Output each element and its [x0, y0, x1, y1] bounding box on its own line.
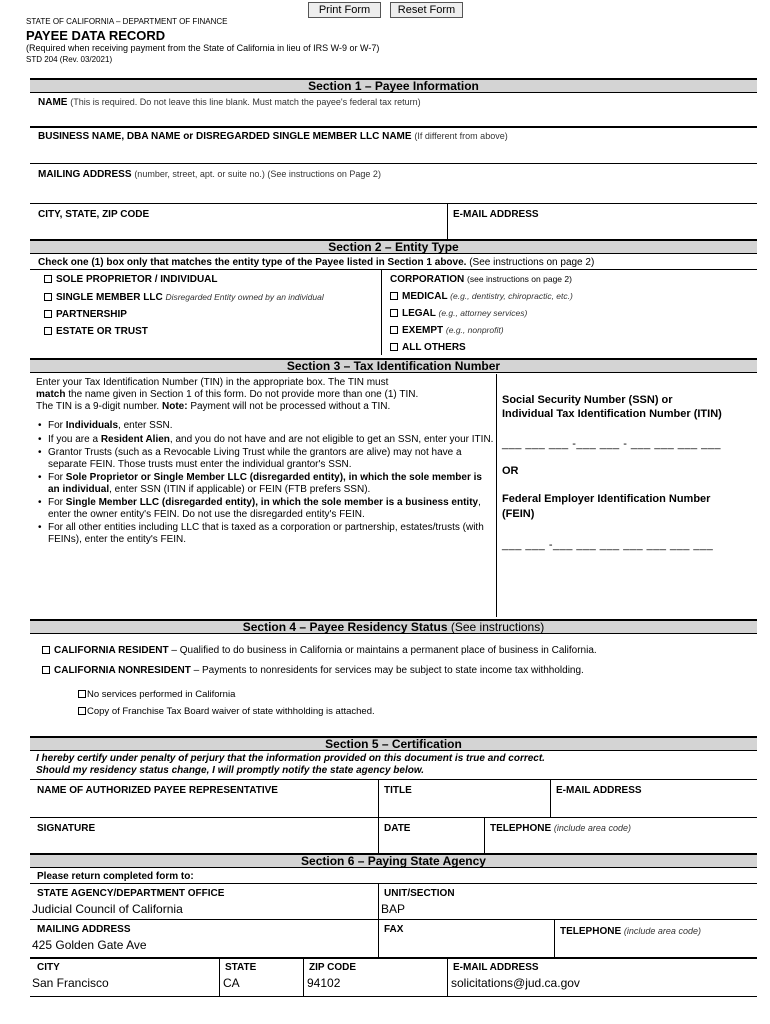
tin-instructions-list: [36, 420, 496, 547]
sole-proprietor-checkbox[interactable]: SOLE PROPRIETOR / INDIVIDUAL: [44, 274, 218, 285]
corporation-label: CORPORATION (see instructions on page 2): [390, 274, 572, 285]
list-item: • For Sole Proprietor or Single Member LLC (disregarded entity), in which the sole member is an individual, enter SSN (ITIN if applicable) or FEIN (FTB prefers SSN).: [36, 472, 496, 495]
return-to-label: Please return completed form to:: [37, 871, 194, 882]
unit-section-label: UNIT/SECTION: [384, 888, 455, 899]
rep-email-label: E-MAIL ADDRESS: [556, 785, 642, 796]
list-item: • If you are a Resident Alien, and you do not have and are not eligible to get an SSN, enter your ITIN.: [36, 434, 496, 446]
form-subtitle: (Required when receiving payment from the State of California in lieu of IRS W-9 or W-7): [26, 43, 380, 53]
agency-line: STATE OF CALIFORNIA – DEPARTMENT OF FINANCE: [26, 17, 228, 26]
agency-city-value: San Francisco: [32, 976, 109, 990]
section-6-heading: Section 6 – Paying State Agency: [30, 853, 757, 868]
list-item: • For Single Member LLC (disregarded entity), in which the sole member is a business entity, enter the owner entity's FEIN. Do not use the disregarded entity's FEIN.: [36, 497, 496, 520]
title-label: TITLE: [384, 785, 412, 796]
agency-state-value: CA: [223, 976, 240, 990]
agency-zip-value: 94102: [307, 976, 341, 990]
form-id: STD 204 (Rev. 03/2021): [26, 55, 113, 64]
business-name-label: BUSINESS NAME, DBA NAME or DISREGARDED SINGLE MEMBER LLC NAME (If different from above): [38, 131, 508, 142]
list-item: • For all other entities including LLC that is taxed as a corporation or partnership, estates/trusts (with FEINs), enter the entity's FEIN.: [36, 522, 496, 545]
all-others-checkbox[interactable]: ALL OTHERS: [390, 342, 466, 353]
california-resident-checkbox[interactable]: CALIFORNIA RESIDENT – Qualified to do business in California or maintains a permanent place of business in California.: [42, 645, 597, 656]
partnership-checkbox[interactable]: PARTNERSHIP: [44, 309, 127, 320]
section-5-heading: Section 5 – Certification: [30, 736, 757, 751]
section-1-heading: Section 1 – Payee Information: [30, 78, 757, 93]
agency-city-label: CITY: [37, 962, 60, 973]
no-services-checkbox[interactable]: No services performed in California: [78, 689, 235, 700]
fax-label: FAX: [384, 924, 404, 935]
or-label: OR: [502, 465, 519, 477]
agency-telephone-label: TELEPHONE (include area code): [560, 926, 701, 937]
agency-state-label: STATE: [225, 962, 257, 973]
agency-zip-label: ZIP CODE: [309, 962, 357, 973]
fein-field[interactable]: ___ ___ -___ ___ ___ ___ ___ ___ ___: [502, 539, 714, 551]
section-3-heading: Section 3 – Tax Identification Number: [30, 358, 757, 373]
medical-checkbox[interactable]: MEDICAL (e.g., dentistry, chiropractic, etc.): [390, 291, 573, 302]
date-label: DATE: [384, 823, 411, 834]
tin-intro: Enter your Tax Identification Number (TIN) in the appropriate box. The TIN must match the name given in Section 1 of this form. Do not provide more than one (1) TIN. The TIN is a 9-digit number. Note: Payment will not be processed without a TIN.: [36, 377, 419, 412]
entity-instruction: Check one (1) box only that matches the entity type of the Payee listed in Section 1 above. (See instructions on page 2): [38, 257, 595, 268]
section-2-heading: Section 2 – Entity Type: [30, 239, 757, 254]
agency-mailing-label: MAILING ADDRESS: [37, 924, 131, 935]
email-address-label: E-MAIL ADDRESS: [453, 209, 539, 220]
exempt-checkbox[interactable]: EXEMPT (e.g., nonprofit): [390, 325, 504, 336]
ftb-waiver-checkbox[interactable]: Copy of Franchise Tax Board waiver of state withholding is attached.: [78, 706, 375, 717]
signature-label: SIGNATURE: [37, 823, 96, 834]
rep-telephone-label: TELEPHONE (include area code): [490, 823, 631, 834]
ssn-label: Social Security Number (SSN) or Individual Tax Identification Number (ITIN): [502, 394, 722, 420]
section-4-heading: Section 4 – Payee Residency Status (See instructions): [30, 619, 757, 634]
list-item: • Grantor Trusts (such as a Revocable Living Trust while the grantors are alive) may not have a separate FEIN. Those trusts must enter the individual grantor's SSN.: [36, 447, 496, 470]
agency-email-value: solicitations@jud.ca.gov: [451, 976, 580, 990]
single-member-llc-checkbox[interactable]: SINGLE MEMBER LLC Disregarded Entity owned by an individual: [44, 292, 324, 303]
name-label: NAME (This is required. Do not leave this line blank. Must match the payee's federal tax return): [38, 97, 421, 108]
list-item: • For Individuals, enter SSN.: [36, 420, 496, 432]
unit-section-value: BAP: [381, 902, 406, 916]
mailing-address-label: MAILING ADDRESS (number, street, apt. or suite no.) (See instructions on Page 2): [38, 169, 381, 180]
city-state-zip-label: CITY, STATE, ZIP CODE: [38, 209, 150, 220]
fein-label: Federal Employer Identification Number (FEIN): [502, 493, 711, 520]
legal-checkbox[interactable]: LEGAL (e.g., attorney services): [390, 308, 527, 319]
certification-text: I hereby certify under penalty of perjury that the information provided on this document is true and correct. Should my residency status change, I will promptly notify the state agency below.: [36, 753, 545, 776]
reset-form-button[interactable]: Reset Form: [390, 2, 463, 18]
estate-trust-checkbox[interactable]: ESTATE OR TRUST: [44, 326, 148, 337]
agency-email-label: E-MAIL ADDRESS: [453, 962, 539, 973]
agency-office-value: Judicial Council of California: [32, 902, 183, 916]
print-form-button[interactable]: Print Form: [308, 2, 381, 18]
ssn-field[interactable]: ___ ___ ___ -___ ___ - ___ ___ ___ ___: [502, 438, 722, 450]
california-nonresident-checkbox[interactable]: CALIFORNIA NONRESIDENT – Payments to nonresidents for services may be subject to state income tax withholding.: [42, 665, 584, 676]
agency-mailing-value: 425 Golden Gate Ave: [32, 938, 147, 952]
representative-name-label: NAME OF AUTHORIZED PAYEE REPRESENTATIVE: [37, 785, 278, 796]
agency-office-label: STATE AGENCY/DEPARTMENT OFFICE: [37, 888, 225, 899]
form-title: PAYEE DATA RECORD: [26, 28, 166, 43]
